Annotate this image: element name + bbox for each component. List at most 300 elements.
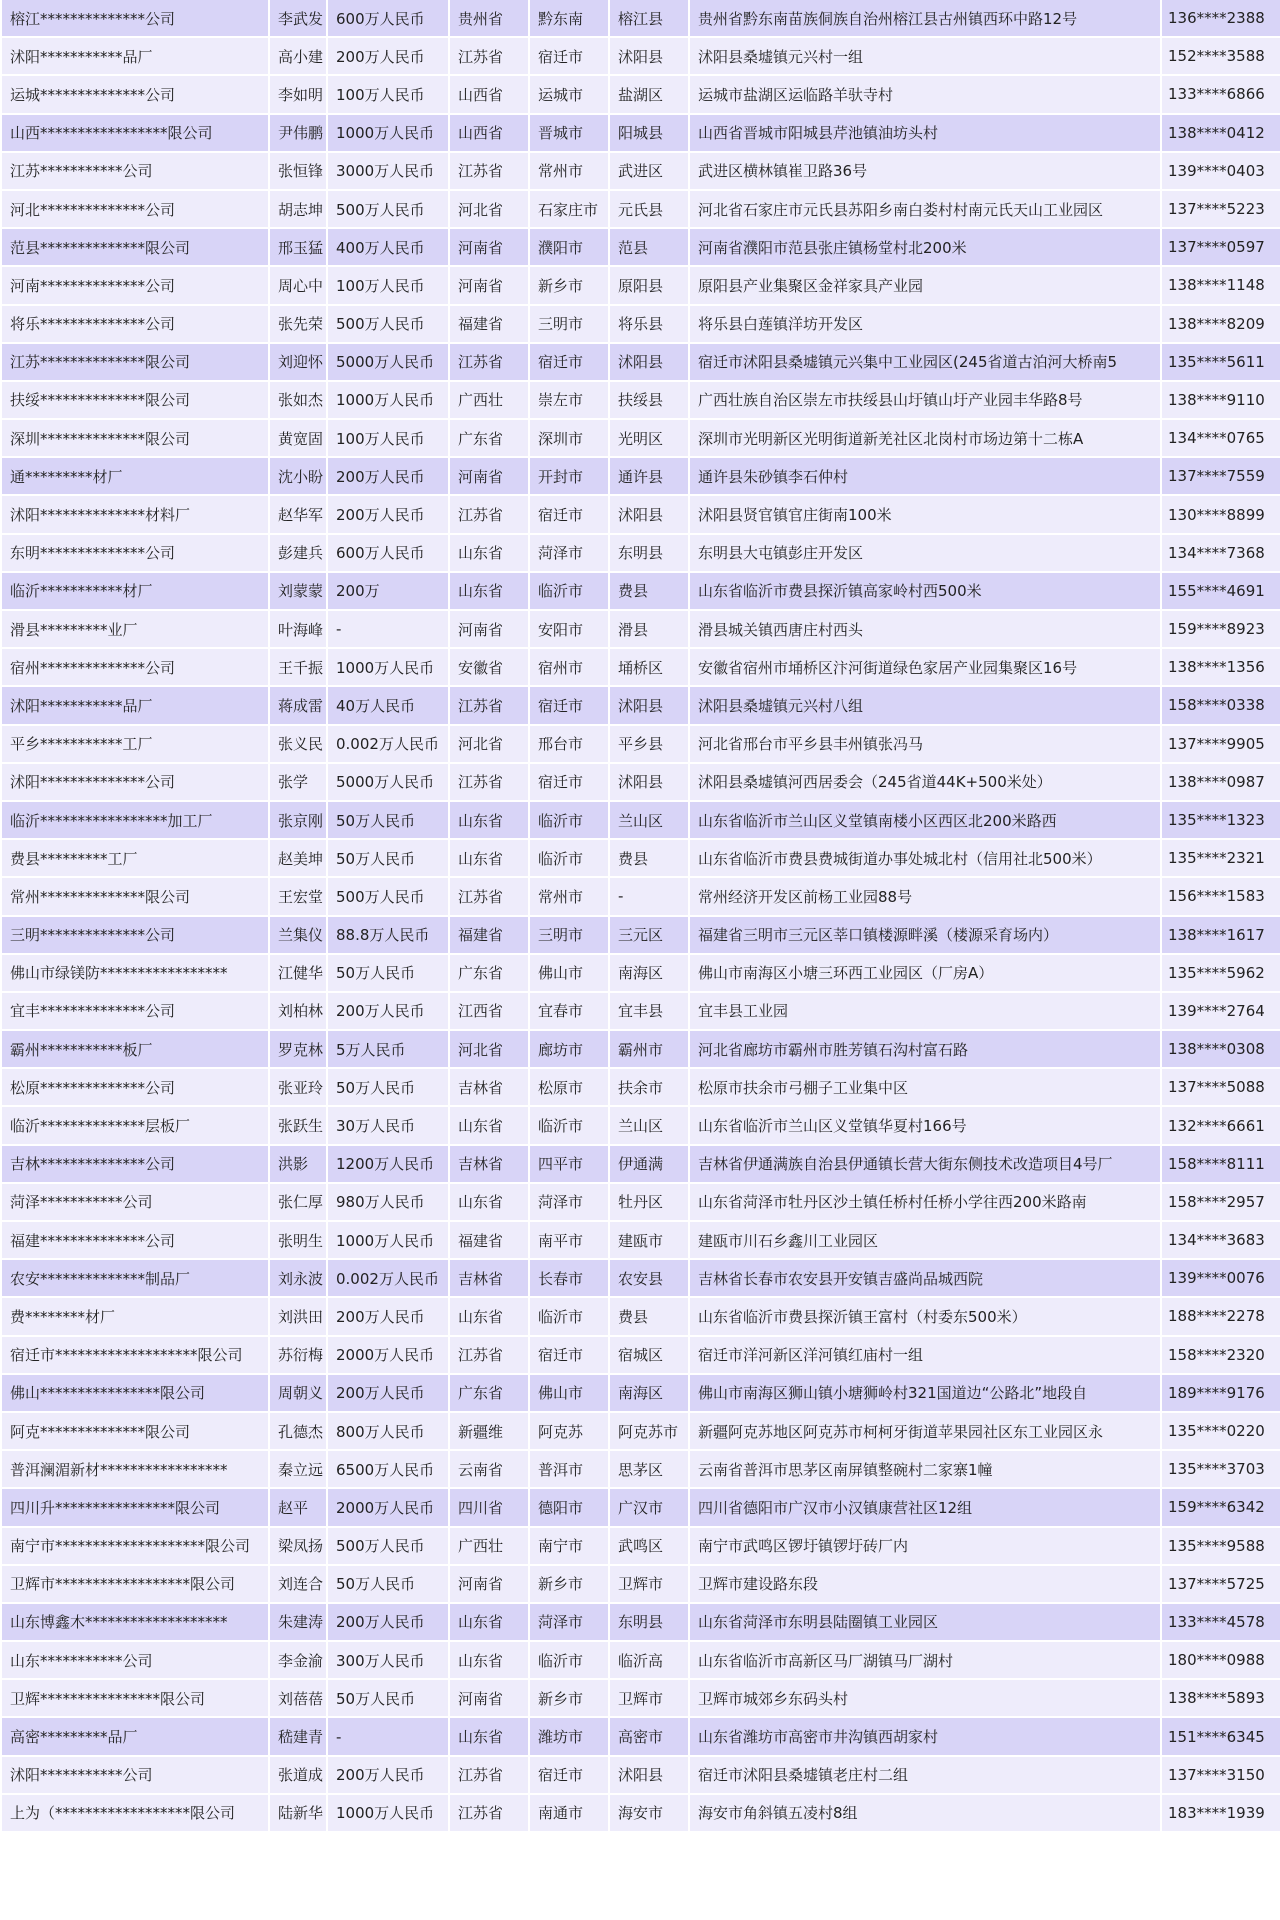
registered-capital-cell: 3000万人民币: [328, 153, 448, 189]
phone-cell: 138****0412: [1162, 115, 1280, 151]
company-cell: 临沂*****************加工厂: [2, 802, 268, 838]
city-cell: 三明市: [530, 917, 608, 953]
company-cell: 福建**************公司: [2, 1222, 268, 1258]
city-cell: 临沂市: [530, 840, 608, 876]
contact-person-cell: 刘迎怀: [270, 344, 326, 380]
company-cell: 河北**************公司: [2, 191, 268, 227]
contact-person-cell: 李如明: [270, 76, 326, 112]
city-cell: 四平市: [530, 1146, 608, 1182]
registered-capital-cell: 1000万人民币: [328, 1222, 448, 1258]
table-row: [2, 1260, 1280, 1296]
city-cell: 临沂市: [530, 573, 608, 609]
city-cell: 宿迁市: [530, 344, 608, 380]
county-cell: 南海区: [610, 1375, 688, 1411]
address-cell: 山东省潍坊市高密市井沟镇西胡家村: [690, 1718, 1160, 1754]
address-cell: 佛山市南海区小塘三环西工业园区（厂房A）: [690, 955, 1160, 991]
province-cell: 福建省: [450, 1222, 528, 1258]
address-cell: 云南省普洱市思茅区南屏镇整碗村二家寨1幢: [690, 1451, 1160, 1487]
phone-cell: 136****2388: [1162, 0, 1280, 36]
city-cell: 新乡市: [530, 1680, 608, 1716]
registered-capital-cell: 400万人民币: [328, 229, 448, 265]
registered-capital-cell: 50万人民币: [328, 802, 448, 838]
company-cell: 南宁市********************限公司: [2, 1528, 268, 1564]
company-cell: 山西*****************限公司: [2, 115, 268, 151]
contact-person-cell: 张仁厚: [270, 1184, 326, 1220]
address-cell: 山东省临沂市费县探沂镇高家岭村西500米: [690, 573, 1160, 609]
province-cell: 江苏省: [450, 344, 528, 380]
province-cell: 山西省: [450, 115, 528, 151]
province-cell: 新疆维: [450, 1413, 528, 1449]
county-cell: 广汉市: [610, 1489, 688, 1525]
table-row: [2, 1298, 1280, 1334]
province-cell: 山东省: [450, 573, 528, 609]
city-cell: 宿迁市: [530, 38, 608, 74]
phone-cell: 138****0308: [1162, 1031, 1280, 1067]
company-cell: 江苏***********公司: [2, 153, 268, 189]
table-row: [2, 878, 1280, 914]
table-row: [2, 38, 1280, 74]
company-cell: 费县*********工厂: [2, 840, 268, 876]
county-cell: 阿克苏市: [610, 1413, 688, 1449]
phone-cell: 159****6342: [1162, 1489, 1280, 1525]
registered-capital-cell: 100万人民币: [328, 267, 448, 303]
contact-person-cell: 高小建: [270, 38, 326, 74]
contact-person-cell: 叶海峰: [270, 611, 326, 647]
province-cell: 江苏省: [450, 764, 528, 800]
table-row: [2, 573, 1280, 609]
address-cell: 宜丰县工业园: [690, 993, 1160, 1029]
registered-capital-cell: 5000万人民币: [328, 764, 448, 800]
city-cell: 新乡市: [530, 1566, 608, 1602]
table-row: [2, 1107, 1280, 1143]
county-cell: 埇桥区: [610, 649, 688, 685]
address-cell: 宿迁市沭阳县桑墟镇老庄村二组: [690, 1757, 1160, 1793]
company-cell: 平乡***********工厂: [2, 726, 268, 762]
county-cell: 南海区: [610, 955, 688, 991]
company-cell: 农安**************制品厂: [2, 1260, 268, 1296]
table-row: [2, 611, 1280, 647]
county-cell: 农安县: [610, 1260, 688, 1296]
phone-cell: 132****6661: [1162, 1107, 1280, 1143]
city-cell: 临沂市: [530, 1642, 608, 1678]
company-cell: 沭阳**************公司: [2, 764, 268, 800]
address-cell: 运城市盐湖区运临路羊驮寺村: [690, 76, 1160, 112]
county-cell: 沭阳县: [610, 38, 688, 74]
phone-cell: 152****3588: [1162, 38, 1280, 74]
table-row: [2, 229, 1280, 265]
contact-person-cell: 张如杰: [270, 382, 326, 418]
registered-capital-cell: 100万人民币: [328, 76, 448, 112]
city-cell: 宿迁市: [530, 1337, 608, 1373]
contact-person-cell: 罗克林: [270, 1031, 326, 1067]
province-cell: 广西壮: [450, 382, 528, 418]
address-cell: 山东省菏泽市东明县陆圈镇工业园区: [690, 1604, 1160, 1640]
company-cell: 宜丰**************公司: [2, 993, 268, 1029]
phone-cell: 134****3683: [1162, 1222, 1280, 1258]
phone-cell: 139****0403: [1162, 153, 1280, 189]
city-cell: 宿迁市: [530, 764, 608, 800]
contact-person-cell: 张跃生: [270, 1107, 326, 1143]
province-cell: 贵州省: [450, 0, 528, 36]
registered-capital-cell: 5000万人民币: [328, 344, 448, 380]
registered-capital-cell: 200万人民币: [328, 1298, 448, 1334]
registered-capital-cell: 1000万人民币: [328, 115, 448, 151]
phone-cell: 188****2278: [1162, 1298, 1280, 1334]
contact-person-cell: 蒋成雷: [270, 687, 326, 723]
address-cell: 卫辉市城郊乡东码头村: [690, 1680, 1160, 1716]
contact-person-cell: 嵇建青: [270, 1718, 326, 1754]
table-row: [2, 1451, 1280, 1487]
phone-cell: 134****0765: [1162, 420, 1280, 456]
province-cell: 江苏省: [450, 496, 528, 532]
address-cell: 福建省三明市三元区莘口镇楼源畔溪（楼源采育场内）: [690, 917, 1160, 953]
company-cell: 宿州**************公司: [2, 649, 268, 685]
province-cell: 福建省: [450, 917, 528, 953]
phone-cell: 139****2764: [1162, 993, 1280, 1029]
registered-capital-cell: 0.002万人民币: [328, 1260, 448, 1296]
city-cell: 南平市: [530, 1222, 608, 1258]
contact-person-cell: 赵美坤: [270, 840, 326, 876]
city-cell: 黔东南: [530, 0, 608, 36]
phone-cell: 155****4691: [1162, 573, 1280, 609]
county-cell: 沭阳县: [610, 764, 688, 800]
address-cell: 武进区横林镇崔卫路36号: [690, 153, 1160, 189]
company-cell: 高密*********品厂: [2, 1718, 268, 1754]
contact-person-cell: 张道成: [270, 1757, 326, 1793]
table-row: [2, 1146, 1280, 1182]
company-cell: 阿克**************限公司: [2, 1413, 268, 1449]
table-row: [2, 76, 1280, 112]
contact-person-cell: 赵平: [270, 1489, 326, 1525]
province-cell: 山东省: [450, 535, 528, 571]
company-cell: 河南**************公司: [2, 267, 268, 303]
address-cell: 河北省廊坊市霸州市胜芳镇石沟村富石路: [690, 1031, 1160, 1067]
phone-cell: 135****5962: [1162, 955, 1280, 991]
county-cell: 三元区: [610, 917, 688, 953]
address-cell: 滑县城关镇西唐庄村西头: [690, 611, 1160, 647]
contact-person-cell: 张恒锋: [270, 153, 326, 189]
company-cell: 三明**************公司: [2, 917, 268, 953]
table-row: [2, 344, 1280, 380]
city-cell: 常州市: [530, 153, 608, 189]
county-cell: 卫辉市: [610, 1566, 688, 1602]
province-cell: 江苏省: [450, 153, 528, 189]
phone-cell: 135****9588: [1162, 1528, 1280, 1564]
contact-person-cell: 洪影: [270, 1146, 326, 1182]
phone-cell: 138****1148: [1162, 267, 1280, 303]
province-cell: 河南省: [450, 1680, 528, 1716]
address-cell: 河北省邢台市平乡县丰州镇张冯马: [690, 726, 1160, 762]
phone-cell: 158****2957: [1162, 1184, 1280, 1220]
county-cell: 元氏县: [610, 191, 688, 227]
address-cell: 山东省临沂市高新区马厂湖镇马厂湖村: [690, 1642, 1160, 1678]
table-row: [2, 1566, 1280, 1602]
province-cell: 河南省: [450, 267, 528, 303]
city-cell: 常州市: [530, 878, 608, 914]
contact-person-cell: 尹伟鹏: [270, 115, 326, 151]
address-cell: 贵州省黔东南苗族侗族自治州榕江县古州镇西环中路12号: [690, 0, 1160, 36]
contact-person-cell: 刘柏林: [270, 993, 326, 1029]
county-cell: 临沂高: [610, 1642, 688, 1678]
address-cell: 河南省濮阳市范县张庄镇杨堂村北200米: [690, 229, 1160, 265]
city-cell: 阿克苏: [530, 1413, 608, 1449]
phone-cell: 138****0987: [1162, 764, 1280, 800]
address-cell: 山西省晋城市阳城县芹池镇油坊头村: [690, 115, 1160, 151]
registered-capital-cell: 1200万人民币: [328, 1146, 448, 1182]
contact-person-cell: 周朝义: [270, 1375, 326, 1411]
table-row: [2, 1031, 1280, 1067]
county-cell: 平乡县: [610, 726, 688, 762]
contact-person-cell: 孔德杰: [270, 1413, 326, 1449]
province-cell: 广东省: [450, 420, 528, 456]
province-cell: 山东省: [450, 1642, 528, 1678]
contact-person-cell: 秦立远: [270, 1451, 326, 1487]
company-cell: 扶绥**************限公司: [2, 382, 268, 418]
registered-capital-cell: 500万人民币: [328, 191, 448, 227]
table-row: [2, 1222, 1280, 1258]
table-row: [2, 1757, 1280, 1793]
phone-cell: 139****0076: [1162, 1260, 1280, 1296]
county-cell: 通许县: [610, 458, 688, 494]
phone-cell: 183****1939: [1162, 1795, 1280, 1831]
table-row: [2, 115, 1280, 151]
province-cell: 吉林省: [450, 1146, 528, 1182]
table-row: [2, 993, 1280, 1029]
phone-cell: 135****3703: [1162, 1451, 1280, 1487]
address-cell: 将乐县白莲镇洋坊开发区: [690, 306, 1160, 342]
county-cell: 兰山区: [610, 802, 688, 838]
contact-person-cell: 陆新华: [270, 1795, 326, 1831]
registered-capital-cell: 600万人民币: [328, 0, 448, 36]
registered-capital-cell: 0.002万人民币: [328, 726, 448, 762]
registered-capital-cell: 200万人民币: [328, 993, 448, 1029]
company-cell: 范县**************限公司: [2, 229, 268, 265]
table-row: [2, 955, 1280, 991]
province-cell: 江苏省: [450, 1757, 528, 1793]
city-cell: 三明市: [530, 306, 608, 342]
table-row: [2, 382, 1280, 418]
contact-person-cell: 朱建涛: [270, 1604, 326, 1640]
phone-cell: 135****2321: [1162, 840, 1280, 876]
county-cell: 扶绥县: [610, 382, 688, 418]
city-cell: 菏泽市: [530, 1184, 608, 1220]
company-cell: 松原**************公司: [2, 1069, 268, 1105]
province-cell: 福建省: [450, 306, 528, 342]
contact-person-cell: 胡志坤: [270, 191, 326, 227]
registered-capital-cell: 1000万人民币: [328, 649, 448, 685]
company-cell: 费********材厂: [2, 1298, 268, 1334]
city-cell: 普洱市: [530, 1451, 608, 1487]
phone-cell: 159****8923: [1162, 611, 1280, 647]
address-cell: 四川省德阳市广汉市小汉镇康营社区12组: [690, 1489, 1160, 1525]
company-cell: 沭阳***********公司: [2, 1757, 268, 1793]
county-cell: 东明县: [610, 1604, 688, 1640]
table-row: [2, 1528, 1280, 1564]
county-cell: 宿城区: [610, 1337, 688, 1373]
province-cell: 河南省: [450, 1566, 528, 1602]
province-cell: 山东省: [450, 1107, 528, 1143]
phone-cell: 134****7368: [1162, 535, 1280, 571]
registered-capital-cell: 300万人民币: [328, 1642, 448, 1678]
phone-cell: 180****0988: [1162, 1642, 1280, 1678]
address-cell: 深圳市光明新区光明街道新羌社区北岗村市场边第十二栋A: [690, 420, 1160, 456]
county-cell: 沭阳县: [610, 344, 688, 380]
city-cell: 安阳市: [530, 611, 608, 647]
province-cell: 河北省: [450, 1031, 528, 1067]
registered-capital-cell: 88.8万人民币: [328, 917, 448, 953]
table-row: [2, 1795, 1280, 1831]
table-row: [2, 726, 1280, 762]
company-cell: 佛山****************限公司: [2, 1375, 268, 1411]
address-cell: 山东省临沂市兰山区义堂镇南楼小区西区北200米路西: [690, 802, 1160, 838]
phone-cell: 138****8209: [1162, 306, 1280, 342]
address-cell: 沭阳县桑墟镇元兴村八组: [690, 687, 1160, 723]
contact-person-cell: 刘蒙蒙: [270, 573, 326, 609]
registered-capital-cell: 500万人民币: [328, 878, 448, 914]
phone-cell: 138****1356: [1162, 649, 1280, 685]
address-cell: 山东省菏泽市牡丹区沙土镇任桥村任桥小学往西200米路南: [690, 1184, 1160, 1220]
phone-cell: 151****6345: [1162, 1718, 1280, 1754]
city-cell: 开封市: [530, 458, 608, 494]
company-cell: 沭阳**************材料厂: [2, 496, 268, 532]
company-cell: 四川升****************限公司: [2, 1489, 268, 1525]
registered-capital-cell: 500万人民币: [328, 306, 448, 342]
registered-capital-cell: 200万人民币: [328, 1375, 448, 1411]
province-cell: 江苏省: [450, 1337, 528, 1373]
contact-person-cell: 王宏堂: [270, 878, 326, 914]
province-cell: 山东省: [450, 1298, 528, 1334]
table-row: [2, 1718, 1280, 1754]
company-cell: 东明**************公司: [2, 535, 268, 571]
registered-capital-cell: 600万人民币: [328, 535, 448, 571]
province-cell: 山西省: [450, 76, 528, 112]
table-row: [2, 420, 1280, 456]
registered-capital-cell: 200万人民币: [328, 38, 448, 74]
county-cell: -: [610, 878, 688, 914]
company-cell: 卫辉市******************限公司: [2, 1566, 268, 1602]
province-cell: 江苏省: [450, 878, 528, 914]
city-cell: 宜春市: [530, 993, 608, 1029]
city-cell: 临沂市: [530, 1107, 608, 1143]
city-cell: 松原市: [530, 1069, 608, 1105]
county-cell: 范县: [610, 229, 688, 265]
company-cell: 运城**************公司: [2, 76, 268, 112]
company-cell: 临沂**************层板厂: [2, 1107, 268, 1143]
province-cell: 河南省: [450, 458, 528, 494]
city-cell: 菏泽市: [530, 1604, 608, 1640]
registered-capital-cell: 30万人民币: [328, 1107, 448, 1143]
table-row: [2, 1604, 1280, 1640]
city-cell: 临沂市: [530, 1298, 608, 1334]
city-cell: 运城市: [530, 76, 608, 112]
county-cell: 盐湖区: [610, 76, 688, 112]
province-cell: 山东省: [450, 840, 528, 876]
address-cell: 山东省临沂市费县探沂镇王富村（村委东500米）: [690, 1298, 1160, 1334]
phone-cell: 138****9110: [1162, 382, 1280, 418]
company-cell: 沭阳***********品厂: [2, 687, 268, 723]
registered-capital-cell: -: [328, 1718, 448, 1754]
province-cell: 吉林省: [450, 1260, 528, 1296]
county-cell: 霸州市: [610, 1031, 688, 1067]
phone-cell: 158****0338: [1162, 687, 1280, 723]
company-cell: 山东博鑫木*******************: [2, 1604, 268, 1640]
province-cell: 河南省: [450, 611, 528, 647]
county-cell: 光明区: [610, 420, 688, 456]
province-cell: 安徽省: [450, 649, 528, 685]
table-row: [2, 535, 1280, 571]
address-cell: 新疆阿克苏地区阿克苏市柯柯牙街道苹果园社区东工业园区永: [690, 1413, 1160, 1449]
table-row: [2, 1680, 1280, 1716]
province-cell: 江苏省: [450, 1795, 528, 1831]
registered-capital-cell: 50万人民币: [328, 955, 448, 991]
registered-capital-cell: 1000万人民币: [328, 382, 448, 418]
company-cell: 滑县*********业厂: [2, 611, 268, 647]
phone-cell: 135****1323: [1162, 802, 1280, 838]
company-cell: 菏泽***********公司: [2, 1184, 268, 1220]
county-cell: 沭阳县: [610, 496, 688, 532]
registered-capital-cell: 5万人民币: [328, 1031, 448, 1067]
province-cell: 山东省: [450, 802, 528, 838]
contact-person-cell: 周心中: [270, 267, 326, 303]
contact-person-cell: 苏衍梅: [270, 1337, 326, 1373]
phone-cell: 133****6866: [1162, 76, 1280, 112]
contact-person-cell: 赵华军: [270, 496, 326, 532]
county-cell: 榕江县: [610, 0, 688, 36]
contact-person-cell: 李金渝: [270, 1642, 326, 1678]
city-cell: 佛山市: [530, 1375, 608, 1411]
company-cell: 山东***********公司: [2, 1642, 268, 1678]
city-cell: 长春市: [530, 1260, 608, 1296]
address-cell: 山东省临沂市兰山区义堂镇华夏村166号: [690, 1107, 1160, 1143]
county-cell: 武进区: [610, 153, 688, 189]
contact-person-cell: 梁凤扬: [270, 1528, 326, 1564]
address-cell: 常州经济开发区前杨工业园88号: [690, 878, 1160, 914]
phone-cell: 133****4578: [1162, 1604, 1280, 1640]
contact-person-cell: 张学: [270, 764, 326, 800]
city-cell: 新乡市: [530, 267, 608, 303]
contact-person-cell: 张明生: [270, 1222, 326, 1258]
county-cell: 将乐县: [610, 306, 688, 342]
table-row: [2, 840, 1280, 876]
registered-capital-cell: 2000万人民币: [328, 1489, 448, 1525]
contact-person-cell: 王千振: [270, 649, 326, 685]
registered-capital-cell: 50万人民币: [328, 1680, 448, 1716]
phone-cell: 135****5611: [1162, 344, 1280, 380]
county-cell: 费县: [610, 1298, 688, 1334]
contact-person-cell: 刘永波: [270, 1260, 326, 1296]
table-row: [2, 1413, 1280, 1449]
table-row: [2, 1184, 1280, 1220]
city-cell: 邢台市: [530, 726, 608, 762]
registered-capital-cell: -: [328, 611, 448, 647]
contact-person-cell: 彭建兵: [270, 535, 326, 571]
province-cell: 江苏省: [450, 687, 528, 723]
county-cell: 原阳县: [610, 267, 688, 303]
province-cell: 山东省: [450, 1718, 528, 1754]
county-cell: 兰山区: [610, 1107, 688, 1143]
province-cell: 广东省: [450, 1375, 528, 1411]
company-cell: 宿迁市*******************限公司: [2, 1337, 268, 1373]
registered-capital-cell: 100万人民币: [328, 420, 448, 456]
contact-person-cell: 邢玉猛: [270, 229, 326, 265]
table-row: [2, 306, 1280, 342]
county-cell: 高密市: [610, 1718, 688, 1754]
city-cell: 宿迁市: [530, 687, 608, 723]
city-cell: 宿迁市: [530, 1757, 608, 1793]
company-cell: 江苏**************限公司: [2, 344, 268, 380]
address-cell: 松原市扶余市弓棚子工业集中区: [690, 1069, 1160, 1105]
county-cell: 牡丹区: [610, 1184, 688, 1220]
